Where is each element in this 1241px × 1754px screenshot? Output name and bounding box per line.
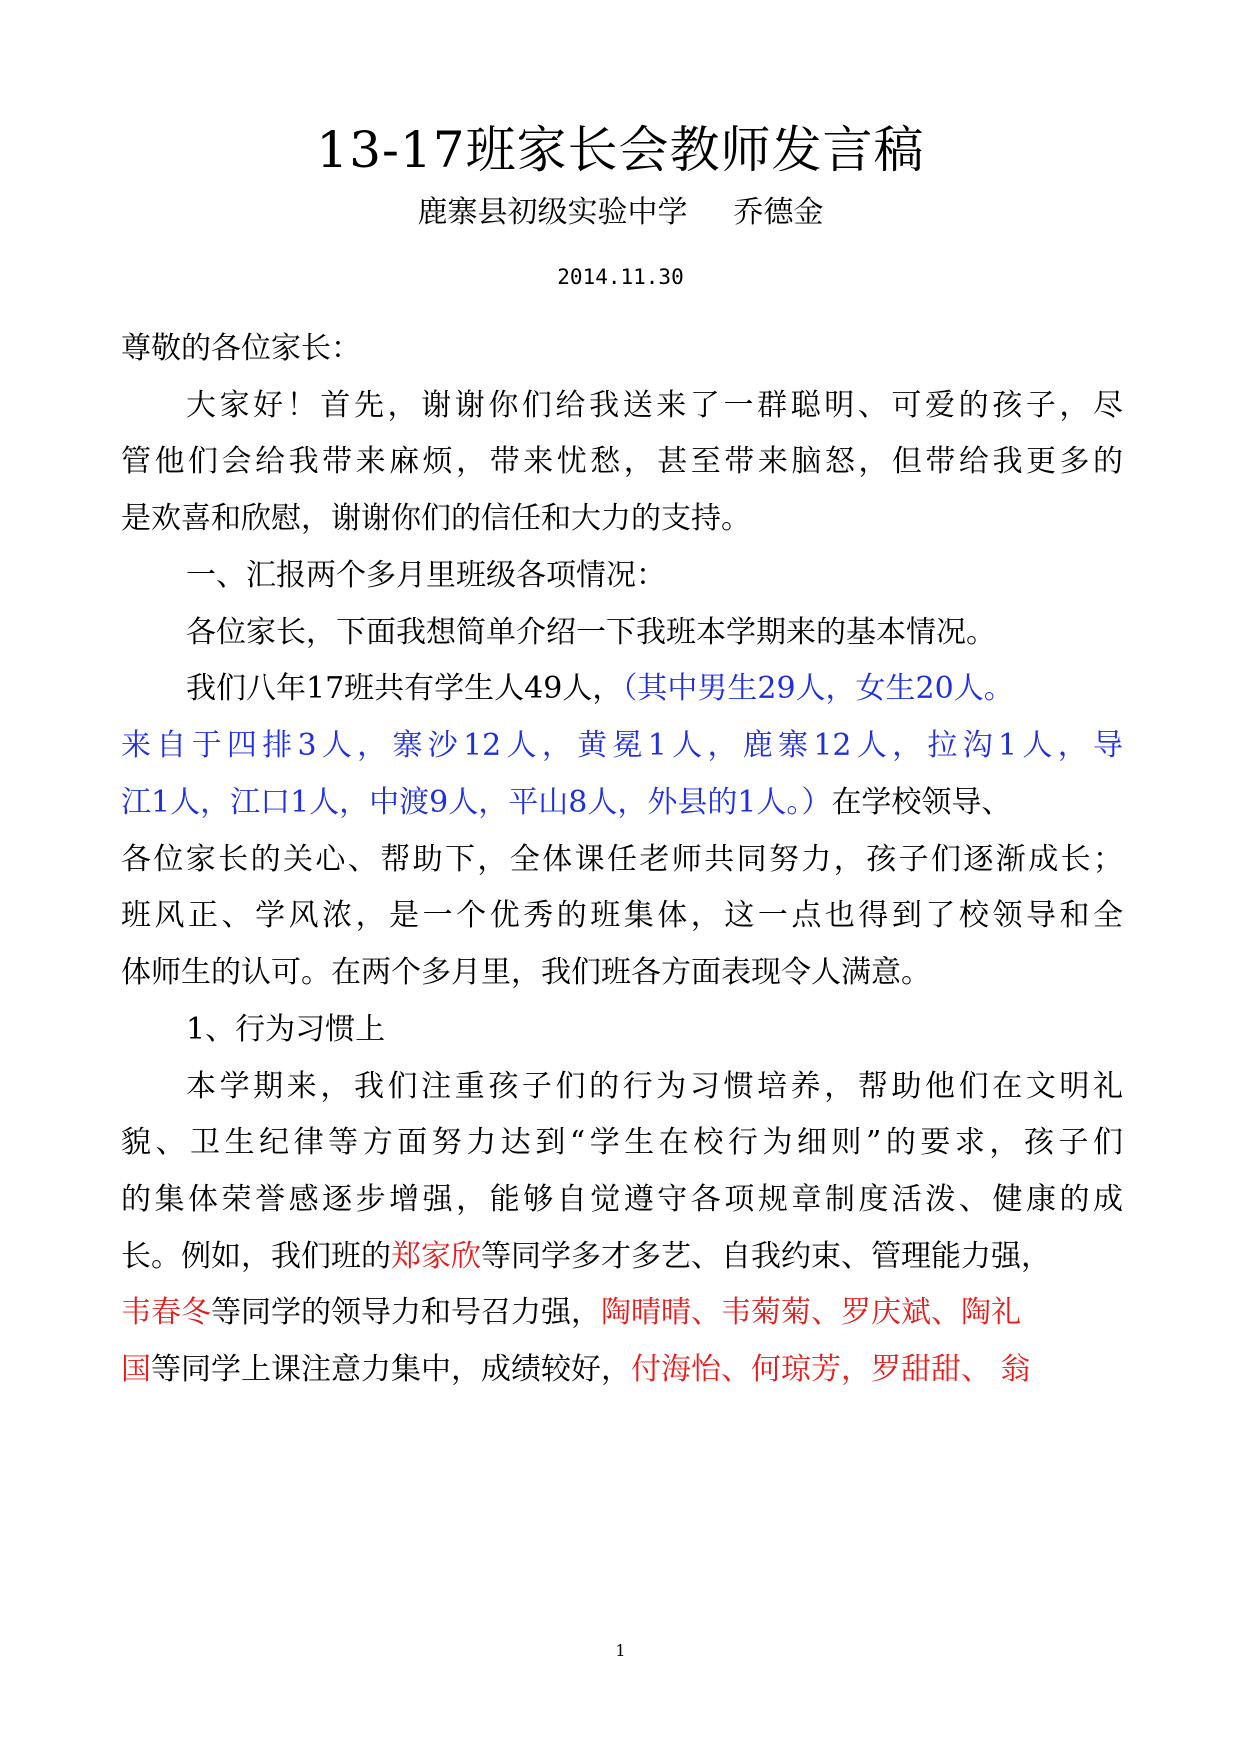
class-summary-text: 我们八年17班共有学生人49人， <box>186 671 623 706</box>
paragraph-line: 本学期来，我们注重孩子们的行为习惯培养，帮助他们在文明礼 <box>186 1069 1123 1104</box>
paragraph-line <box>186 669 1014 709</box>
paragraph-text: 等同学的领导力和号召力强， <box>211 1295 601 1330</box>
paragraph-line: 是欢喜和欣慰，谢谢你们的信任和大力的支持。 <box>121 501 751 536</box>
page-number: 1 <box>615 1641 626 1660</box>
class-composition-highlight: 江1人，江口1人，中渡9人，平山8人，外县的1人。） <box>121 785 832 820</box>
student-name-highlight: 陶晴晴、韦菊菊、罗庆斌、陶礼 <box>601 1295 1021 1330</box>
paragraph-line <box>121 783 1011 823</box>
school-name: 鹿寨县初级实验中学 <box>417 195 688 230</box>
paragraph-line: 班风正、学风浓，是一个优秀的班集体，这一点也得到了校领导和全 <box>121 898 1123 933</box>
paragraph-text: 在学校领导、 <box>831 785 1012 820</box>
paragraph-line: 各位家长，下面我想简单介绍一下我班本学期来的基本情况。 <box>186 615 996 650</box>
paragraph-line <box>121 1350 1031 1390</box>
author-name: 乔德金 <box>733 195 824 230</box>
student-name-highlight: 韦春冬 <box>121 1295 211 1330</box>
paragraph-line: 体师生的认可。在两个多月里，我们班各方面表现令人满意。 <box>121 955 931 990</box>
author-line <box>0 193 1241 233</box>
paragraph-line <box>121 1237 1051 1277</box>
student-name-highlight: 国 <box>121 1352 151 1387</box>
document-date: 2014.11.30 <box>557 265 684 289</box>
paragraph-line: 各位家长的关心、帮助下，全体课任老师共同努力，孩子们逐渐成长； <box>121 842 1123 877</box>
paragraph-line: 貌、卫生纪律等方面努力达到“学生在校行为细则”的要求，孩子们 <box>121 1125 1123 1160</box>
paragraph-text: 等同学上课注意力集中，成绩较好， <box>151 1352 631 1387</box>
paragraph-text: 等同学多才多艺、自我约束、管理能力强， <box>481 1239 1051 1274</box>
subsection-heading: 1、行为习惯上 <box>186 1012 386 1047</box>
paragraph-text: 长。例如，我们班的 <box>121 1239 391 1274</box>
class-composition-highlight: 来自于四排3人，寨沙12人，黄冕1人，鹿寨12人，拉沟1人，导 <box>121 728 1123 763</box>
paragraph-line: 的集体荣誉感逐步增强，能够自觉遵守各项规章制度活泼、健康的成 <box>121 1182 1123 1217</box>
student-name-highlight: 郑家欣 <box>391 1239 481 1274</box>
document-title: 13-17班家长会教师发言稿 <box>316 121 925 179</box>
paragraph-line <box>121 1293 1021 1333</box>
student-name-highlight: 付海怡、何琼芳，罗甜甜、 翁 <box>631 1352 1031 1387</box>
section-heading: 一、汇报两个多月里班级各项情况： <box>186 558 666 593</box>
paragraph-line: 大家好！首先，谢谢你们给我送来了一群聪明、可爱的孩子，尽 <box>186 388 1123 423</box>
class-composition-highlight: （其中男生29人，女生20人。 <box>622 671 1014 706</box>
paragraph-line: 管他们会给我带来麻烦，带来忧愁，甚至带来脑怒，但带给我更多的 <box>121 444 1123 479</box>
greeting: 尊敬的各位家长： <box>121 331 361 366</box>
